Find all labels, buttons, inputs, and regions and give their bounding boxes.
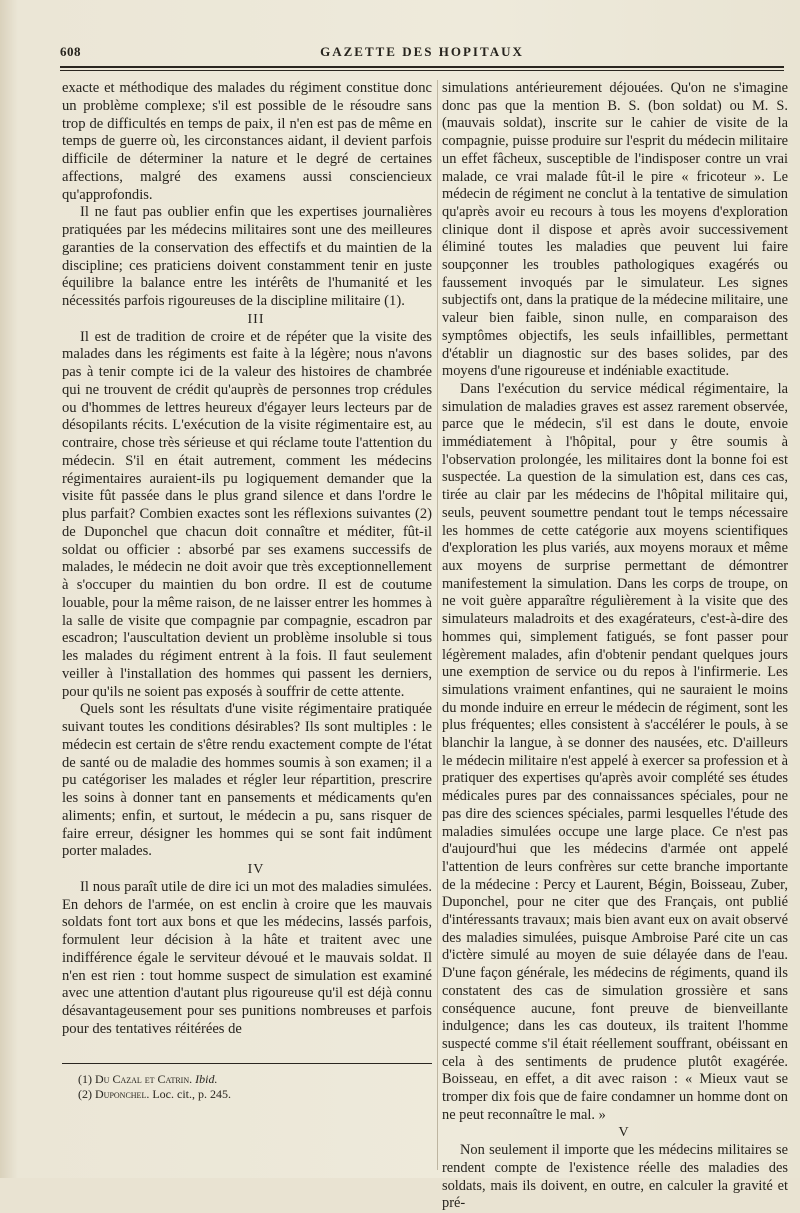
page-header (60, 44, 784, 64)
footnote-number: (2) (78, 1087, 92, 1101)
paragraph: simulations antérieurement déjouées. Qu'on ne s'imagine donc pas que la mention B. S. (bon soldat) ou M. S. (mauvais soldat), inscrite sur le cahier de visite de la compagnie, puisse produire sur l'esprit du médecin militaire un effet fâcheux, susceptible de l'indisposer contre un vrai malade, ce vrai malade fût-il le pire « fricoteur ». Le médecin de régiment ne conclut à la tentative de simulation qu'après avoir eu recours à tous les moyens d'exploration clinique dont il dispose et après avoir successivement éliminé toutes les maladies que peuvent lui faire soupçonner les troubles pathologiques exagérés ou faussement invoqués par le simulateur. Les signes subjectifs ont, dans la pratique de la médecine militaire, une valeur bien faible, sinon nulle, en comparaison des symptômes objectifs, les seuls infaillibles, permettant d'établir un diagnostic sur des bases solides, par des moyens d'une rigoureuse et indéniable exactitude. (442, 80, 788, 380)
footnote-reference: Ibid. (195, 1072, 218, 1086)
header-rule-thin (60, 70, 784, 71)
section-heading: III (247, 311, 265, 327)
running-title: GAZETTE DES HOPITAUX (320, 44, 524, 59)
footnote-2 (78, 1087, 428, 1102)
footnote-author: Duponchel. (95, 1087, 150, 1101)
footnote-rule (62, 1063, 432, 1064)
right-column (442, 80, 788, 1213)
page-number: 608 (60, 44, 81, 59)
header-rule (60, 66, 784, 68)
left-column (62, 80, 432, 1039)
column-divider (437, 80, 438, 1170)
footnote-author: Du Cazal et Catrin. (95, 1072, 193, 1086)
footnote-1 (78, 1072, 428, 1087)
paragraph: Non seulement il importe que les médecins militaires se rendent compte de l'existence réelle des maladies des soldats, mais ils doivent, en outre, en calculer la gravité et pré- (442, 1142, 788, 1212)
paragraph: Dans l'exécution du service médical régimentaire, la simulation de maladies graves est assez rarement observée, parce que le médecin, s'il est dans le doute, envoie immédiatement à l'hôpital, pour y être soumis à l'observation prolongée, les militaires dont la bonne foi est suspectée. La question de la simulation est, dans ces cas, tirée au clair par les médecins de l'hôpital militaire qui, seuls, peuvent soumettre pendant tout le temps nécessaire les hommes de cette catégorie aux moyens scientifiques d'exploration les plus variés, aux moyens moraux et même aux moyens de surprise permettant de démontrer manifestement la simulation. Dans les corps de troupe, on ne voit guère apparaître régulièrement à la visite que des simulateurs maladroits et des exagérateurs, c'est-à-dire des hommes qui, simplement fatigués, se font passer pour légèrement malades, afin d'obtenir pendant quelques jours une exemption de service ou du repos à l'infirmerie. Les simulations vraiment enfantines, qui ne sauraient le moins du monde induire en erreur le médecin de régiment, sont les plus fréquentes; elles consistent à s'accélérer le pouls, à se blanchir la langue, à se donner des nausées, etc. D'ailleurs le médecin militaire n'est appelé à exercer sa profession et à pratiquer des expertises qu'après avoir complété ses études médicales pures par des connaissances spéciales, pour ne pas dire des sciences spéciales, parmi lesquelles l'étude des maladies simulées occupe une large place. Ce n'est pas d'aujourd'hui que les médecins d'armée ont appelé l'attention de leurs confrères sur cette branche importante de la médecine : Percy et Laurent, Bégin, Boisseau, Zuber, Duponchel, pour ne citer que des Français, ont publié d'intéressants travaux; mais bien avant eux on avait observé des maladies simulées, puisque Ambroise Paré cite un cas d'ictère simulé au moyen de suie délayée dans de l'eau. D'une façon générale, les médecins de régiments, quand ils constatent des cas de simulation grossière et sans conséquence aucune, font preuve de bienveillante indulgence; dans les cas douteux, ils traitent l'homme suspecté comme s'il était réellement souffrant, obéissant en cela à des sentiments de prudence plutôt exagérée. Boisseau, en effet, a dit avec raison : « Mieux vaut se tromper dix fois que de faire condamner un homme dont on ne peut reconnaître le mal. » (442, 380, 788, 1123)
footnote-number: (1) (78, 1072, 92, 1086)
section-heading: IV (247, 862, 265, 877)
paragraph: Quels sont les résultats d'une visite régimentaire pratiquée suivant toutes les conditions désirables? Ils sont multiples : le médecin est certain de s'être rendu exactement compte de l'état de santé ou de maladie des hommes soumis à son examen; il a pu catégoriser les malades et régler leur répartition, prescrire les soins à donner tant en pansements et médicaments qu'en aliments; enfin, et surtout, le médecin a pu, sans risquer de faire erreur, désigner les hommes qui se sont fait indûment porter malades. (62, 701, 432, 860)
paragraph: exacte et méthodique des malades du régiment constitue donc un problème complexe; s'il est possible de le résoudre sans trop de difficultés en temps de paix, il n'en est pas de même en temps de guerre où, les circonstances aidant, il devient parfois difficile de déterminer la nature et le degré de certaines affections, malgré des examens aussi consciencieux qu'approfondis. (62, 80, 432, 203)
paragraph: Il est de tradition de croire et de répéter que la visite des malades dans les régiments est faite à la légère; nous n'avons pas à tenir compte ici de la valeur des histoires de chambrée qui ne trouvent de crédit qu'auprès de personnes trop crédules ou d'hommes de lettres heureux d'égayer leurs lecteurs par de désopilants récits. L'exécution de la visite régimentaire est, au contraire, chose très sérieuse et qui réclame toute l'attention du médecin. S'il en était autrement, comment les médecins régimentaires auraient-ils pu logiquement demander que la visite fût passée dans le plus grand silence et dans l'ordre le plus parfait? Combien exactes sont les réflexions suivantes (2) de Duponchel que chacun doit connaître et méditer, fût-il soldat ou officier : absorbé par ses examens successifs de malades, le médecin ne doit avoir que très exceptionnellement à s'occuper du maintien du bon ordre. Il est de coutume louable, pour la même raison, de ne laisser entrer les hommes à la salle de visite que compagnie par compagnie, escadron par escadron; l'auscultation devient un problème insoluble si tous les malades du régiment entrent à la fois. Il faut seulement veiller à l'installation des hommes qui passent les derniers, pour qu'ils ne soient pas exposés à souffrir de cette attente. (62, 328, 432, 700)
paragraph: Il ne faut pas oublier enfin que les expertises journalières pratiquées par les médecins militaires sont une des meilleures garanties de la conservation des effectifs et du maintien de la discipline; ces praticiens doivent constamment tenir en juste équilibre la balance entre les intérêts de l'humanité et les nécessités parfois rigoureuses de la discipline militaire (1). (62, 204, 432, 309)
section-heading: V (618, 1125, 630, 1141)
footnotes (78, 1072, 428, 1102)
footnote-reference: Loc. cit., p. 245. (152, 1087, 231, 1101)
paragraph: Il nous paraît utile de dire ici un mot des maladies simulées. En dehors de l'armée, on est enclin à croire que les mauvais soldats font tort aux bons et que les médecins, lassés parfois, formulent leur décision à la hâte et traitent avec une indifférence égale le serviteur dévoué et le mauvais soldat. Il n'en est rien : tout homme suspect de simulation est examiné avec une attention d'autant plus rigoureuse qu'il est déjà connu désavantageusement pour ses punitions nombreuses et parfois pour des tentatives réitérées de (62, 878, 432, 1037)
